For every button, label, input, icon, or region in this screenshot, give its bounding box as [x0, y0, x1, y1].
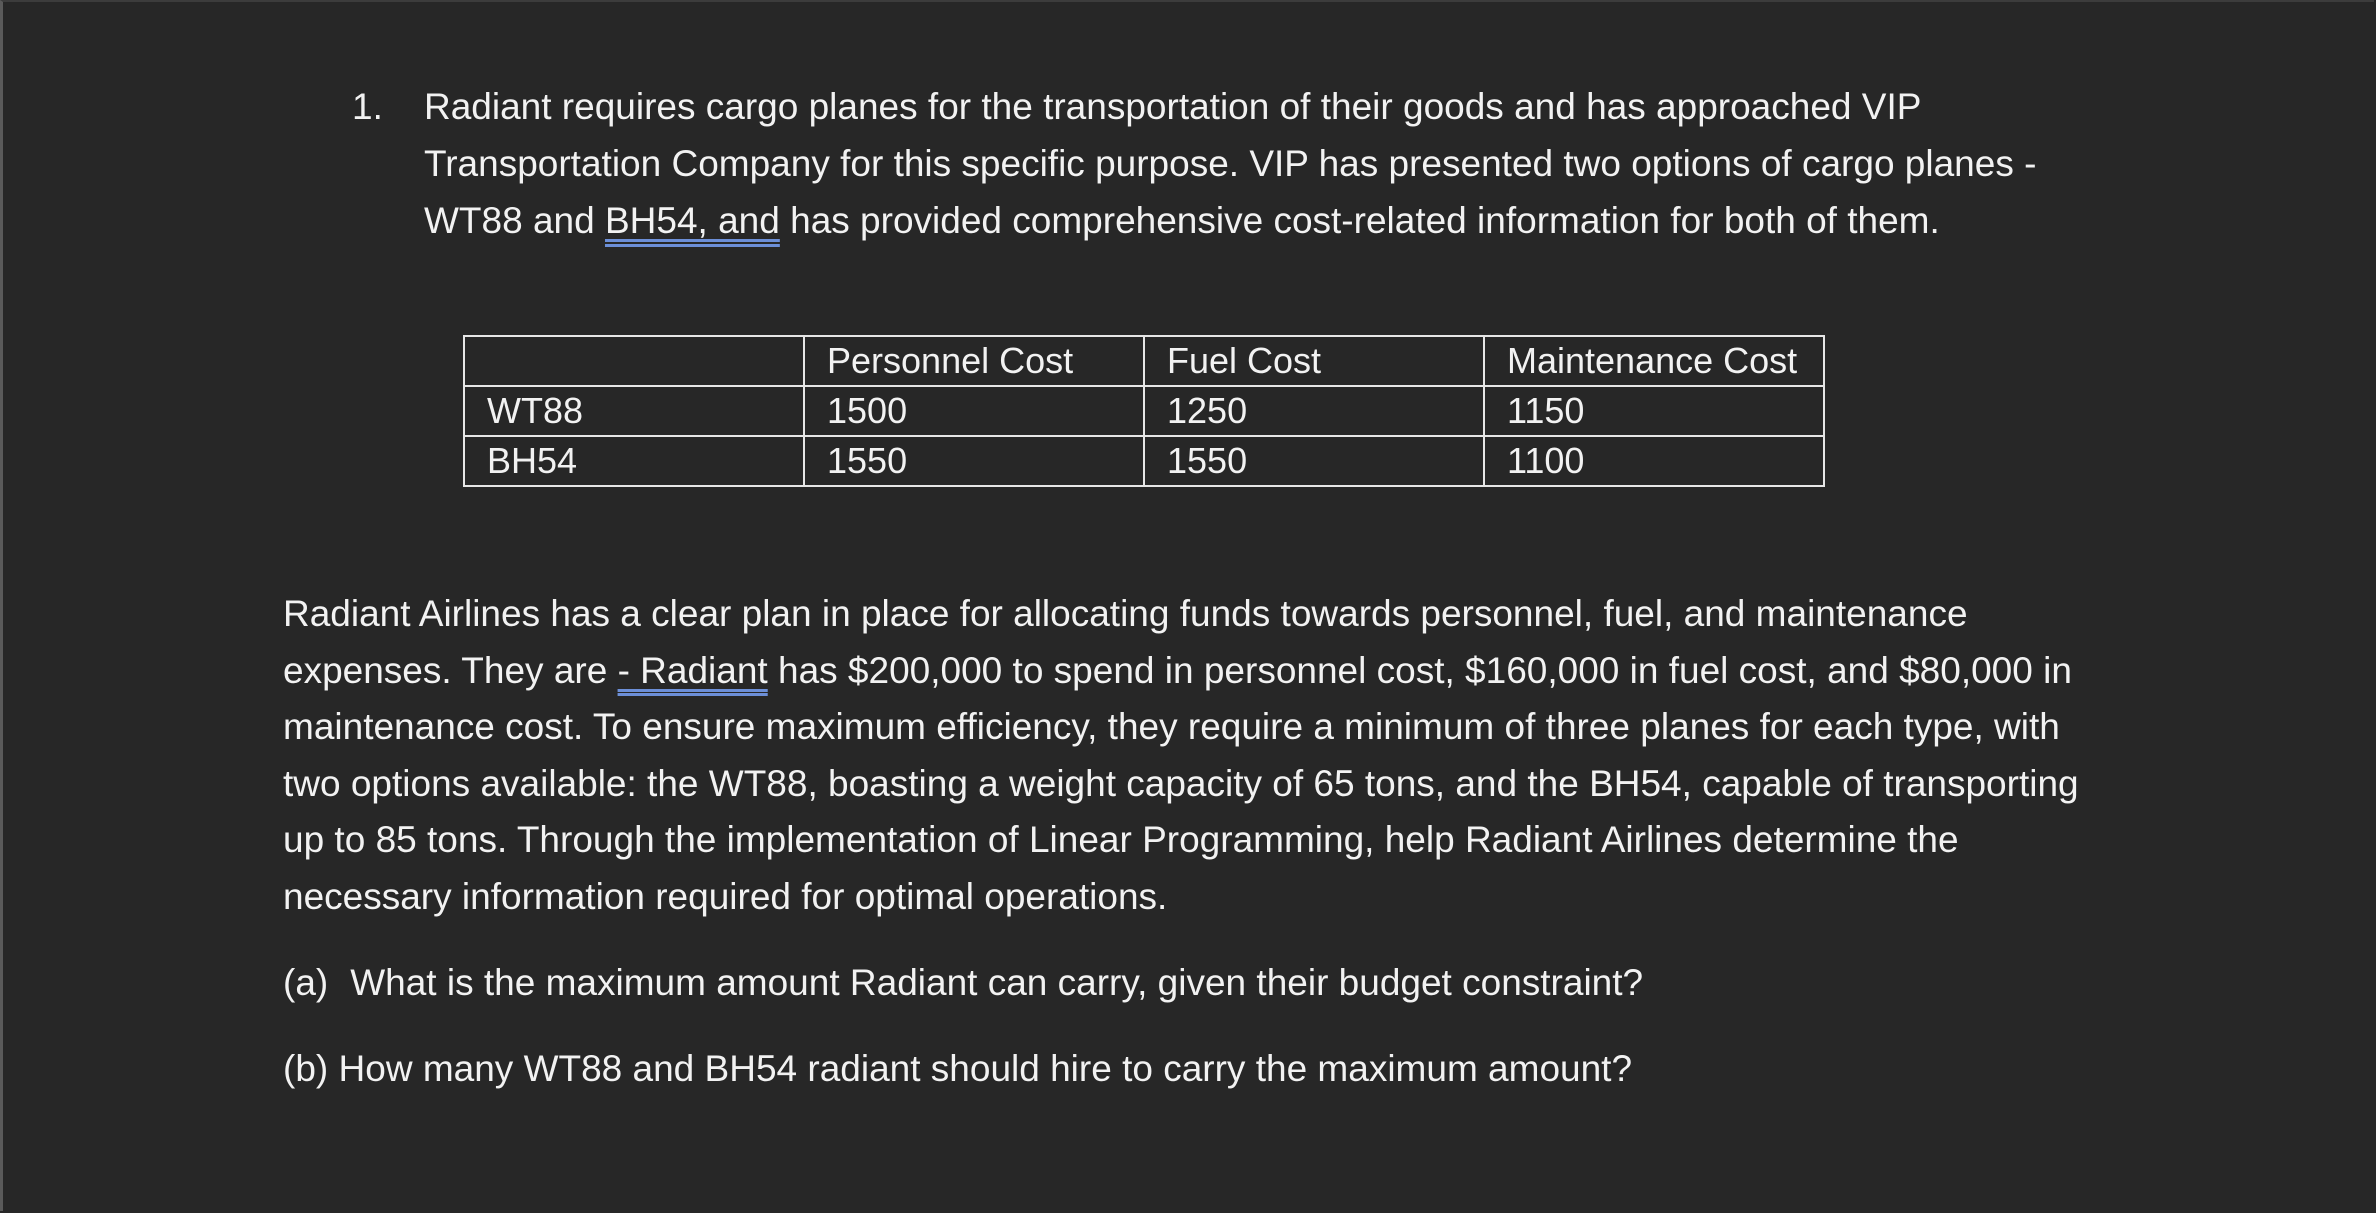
question-number: 1.: [352, 86, 383, 127]
table-cell: 1550: [1144, 436, 1484, 486]
table-cell: 1550: [804, 436, 1144, 486]
sub-question-tag: (a): [283, 962, 329, 1003]
sub-question-text: How many WT88 and BH54 radiant should hire to carry the maximum amount?: [338, 1048, 1633, 1089]
sub-question-tag: (b): [283, 1048, 329, 1089]
intro-text-1: Radiant requires cargo planes for the transportation of their goods and has approached VIP Transportation Company for this specific purpose. VIP has presented two options of cargo planes - WT88 and: [424, 86, 2037, 241]
table-cell: 1100: [1484, 436, 1824, 486]
intro-text-2: has provided comprehensive cost-related information for both of them.: [779, 200, 1940, 241]
table-cell: WT88: [464, 386, 804, 436]
question-intro: [424, 78, 2084, 249]
cost-table: [463, 335, 1825, 487]
table-cell: BH54: [464, 436, 804, 486]
table-row: [464, 386, 1824, 436]
table-header-cell: Maintenance Cost: [1484, 336, 1824, 386]
table-header-cell: [464, 336, 804, 386]
grammar-flagged-phrase[interactable]: - Radiant: [617, 649, 768, 691]
body-text-1: Radiant Airlines has a clear plan in place for allocating funds towards personnel, fuel, and maintenance expenses. They are: [283, 593, 1968, 691]
problem-description: [283, 586, 2103, 925]
table-cell: 1150: [1484, 386, 1824, 436]
table-header-cell: Fuel Cost: [1144, 336, 1484, 386]
table-header-row: [464, 336, 1824, 386]
sub-question-b: [283, 1041, 1632, 1097]
sub-question-a: [283, 955, 1643, 1011]
table-cell: 1250: [1144, 386, 1484, 436]
table-row: [464, 436, 1824, 486]
table-header-cell: Personnel Cost: [804, 336, 1144, 386]
grammar-flagged-phrase[interactable]: BH54, and: [604, 200, 780, 241]
sub-question-text: What is the maximum amount Radiant can carry, given their budget constraint?: [350, 962, 1644, 1003]
body-text-2: has $200,000 to spend in personnel cost, $160,000 in fuel cost, and $80,000 in maintenance cost. To ensure maximum efficiency, they require a minimum of three planes for each type, with two options available: the WT88, boasting a weight capacity of 65 tons, and the BH54, capable of transporting up to 85 tons. Through the implementation of Linear Programming, help Radiant Airlines determine the necessary information required for optimal operations.: [283, 649, 2079, 917]
table-cell: 1500: [804, 386, 1144, 436]
